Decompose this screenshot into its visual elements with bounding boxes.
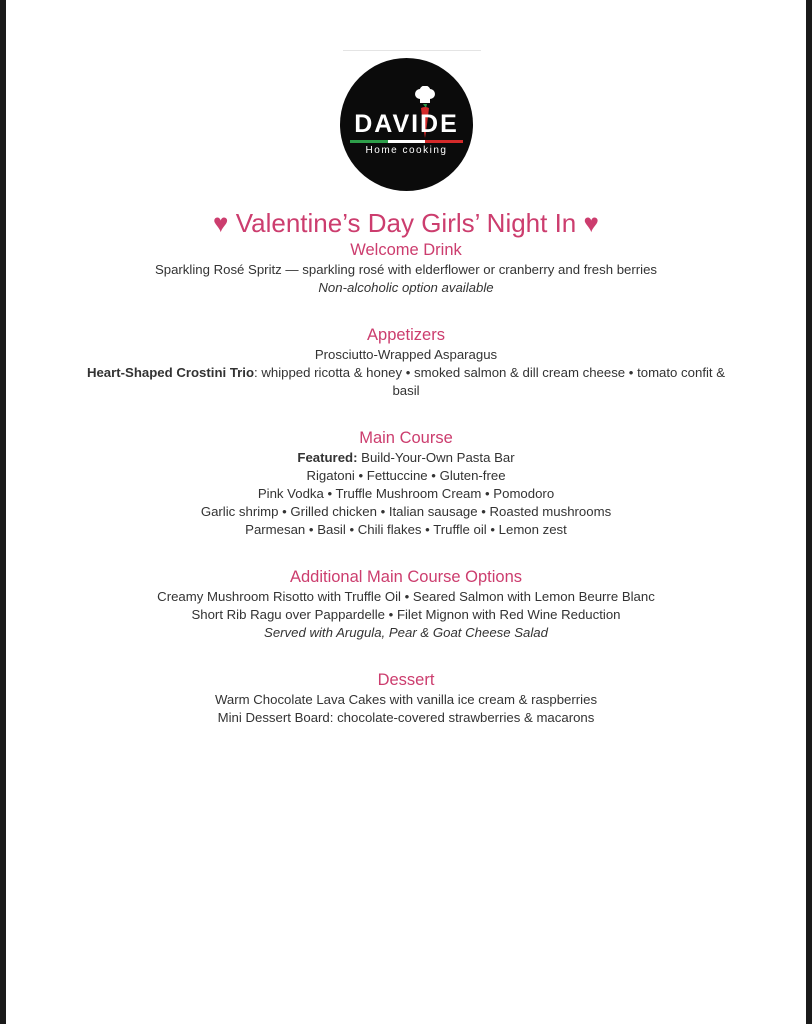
- main-heading: Main Course: [359, 429, 453, 447]
- flag-green: [350, 140, 388, 143]
- heart-icon-right: ♥: [583, 208, 599, 238]
- title-text: Valentine’s Day Girls’ Night In: [235, 208, 577, 238]
- italian-flag-stripe: [350, 140, 463, 143]
- main-toppings: Parmesan • Basil • Chili flakes • Truffle oil • Lemon zest: [245, 522, 567, 537]
- welcome-note: Non-alcoholic option available: [318, 280, 494, 295]
- crostini-label: Heart-Shaped Crostini Trio: [86, 365, 255, 380]
- heart-icon-left: ♥: [213, 208, 229, 238]
- davide-logo: [340, 58, 473, 191]
- appetizer-crostini: [6, 364, 806, 382]
- page-title: [6, 206, 806, 240]
- logo-brand-text: DAVIDE: [354, 110, 459, 138]
- main-featured: [6, 449, 806, 467]
- logo-tagline: Home cooking: [365, 145, 448, 156]
- dessert-line-2: Mini Dessert Board: chocolate-covered strawberries & macarons: [217, 710, 595, 725]
- appetizers-heading: Appetizers: [367, 326, 445, 344]
- featured-text: Build-Your-Own Pasta Bar: [357, 450, 515, 465]
- main-proteins: Garlic shrimp • Grilled chicken • Italian sausage • Roasted mushrooms: [200, 504, 612, 519]
- crostini-description: : whipped ricotta & honey • smoked salmon & dill cream cheese • tomato confit &: [254, 365, 726, 380]
- additional-line-1: Creamy Mushroom Risotto with Truffle Oil • Seared Salmon with Lemon Beurre Blanc: [157, 589, 655, 604]
- menu-content: [6, 206, 806, 727]
- menu-page: [6, 0, 806, 1024]
- additional-heading: Additional Main Course Options: [289, 568, 523, 586]
- top-divider: [343, 50, 481, 51]
- flag-white: [388, 140, 426, 143]
- featured-label: Featured:: [297, 450, 358, 465]
- additional-line-2: Short Rib Ragu over Pappardelle • Filet Mignon with Red Wine Reduction: [191, 607, 621, 622]
- dessert-line-1: Warm Chocolate Lava Cakes with vanilla ice cream & raspberries: [214, 692, 598, 707]
- main-pastas: Rigatoni • Fettuccine • Gluten-free: [306, 468, 506, 483]
- appetizer-crostini-wrap: basil: [392, 383, 420, 398]
- welcome-heading: Welcome Drink: [350, 241, 462, 259]
- main-sauces: Pink Vodka • Truffle Mushroom Cream • Pomodoro: [257, 486, 555, 501]
- welcome-drink: Sparkling Rosé Spritz — sparkling rosé with elderflower or cranberry and fresh berries: [154, 262, 658, 277]
- dessert-heading: Dessert: [377, 671, 435, 689]
- appetizer-asparagus: Prosciutto-Wrapped Asparagus: [314, 347, 498, 362]
- additional-note: Served with Arugula, Pear & Goat Cheese Salad: [264, 625, 548, 640]
- flag-red: [425, 140, 463, 143]
